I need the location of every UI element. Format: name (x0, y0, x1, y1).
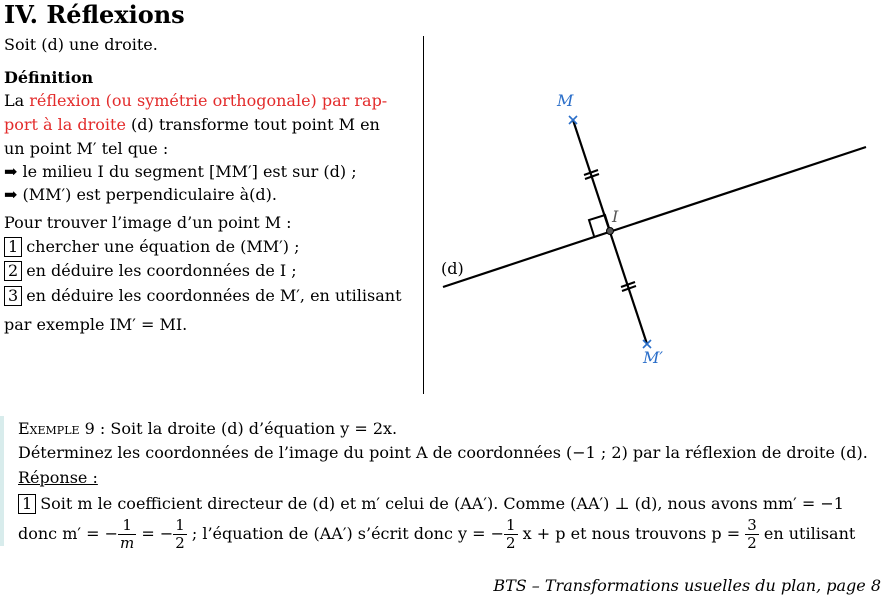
answer-text-2e: en utilisant (758, 524, 856, 543)
frac-num: 1 (175, 516, 185, 534)
point-i (607, 228, 614, 235)
definition-term-cont: port à la droite (4, 115, 126, 134)
definition-heading: Définition (4, 68, 94, 87)
step-text: en déduire les coordonnées de I ; (26, 261, 297, 280)
frac-num: 1 (506, 516, 516, 534)
step-text: chercher une équation de (MM′) ; (26, 237, 300, 256)
frac-den: 2 (747, 534, 757, 552)
answer-line-2 (18, 515, 855, 553)
frac-num: 3 (747, 516, 757, 534)
step-number-box: 1 (4, 237, 22, 257)
frac-num: 1 (118, 517, 136, 535)
answer-text-2b: = − (136, 524, 174, 543)
label-i: I (612, 207, 619, 226)
frac-den: 2 (506, 534, 516, 552)
definition-line-3: un point M′ tel que : (4, 139, 169, 158)
example-heading-line (18, 417, 397, 440)
example-statement: : Soit la droite (d) d’équation y = 2x. (94, 419, 398, 438)
step-number-box: 2 (4, 261, 22, 281)
definition-term: réflexion (ou symétrie orthogonale) par rap- (29, 91, 388, 110)
line-d (443, 147, 866, 287)
answer-step-box: 1 (18, 494, 36, 514)
fraction-1-over-2 (173, 517, 187, 552)
page-footer: BTS – Transformations usuelles du plan, page 8 (493, 576, 881, 595)
example-heading: Exemple 9 (18, 419, 95, 438)
label-m-prime: M′ (643, 348, 664, 367)
step-number-box: 3 (4, 286, 22, 306)
answer-label: Réponse : (18, 468, 98, 487)
fraction-1-over-m (118, 517, 136, 552)
answer-text-2c: ; l’équation de (AA′) s’écrit donc y = − (186, 524, 505, 543)
definition-text-start: La (4, 91, 30, 110)
answer-text-2d: x + p et nous trouvons p = (517, 524, 746, 543)
answer-text-1: Soit m le coefficient directeur de (d) et m′ celui de (AA′). Comme (AA′) ⊥ (d), nous avons mm′ = −1 (40, 494, 844, 513)
label-m: M (557, 91, 574, 110)
definition-bullet-2: ➡ (MM′) est perpendiculaire à(d). (4, 185, 277, 204)
intro-text: Soit (d) une droite. (4, 35, 158, 54)
method-continuation: par exemple IM′ = MI. (4, 315, 188, 334)
fraction-3-over-2 (745, 517, 759, 552)
label-d: (d) (441, 259, 464, 278)
answer-text-2a: donc m′ = − (18, 524, 119, 543)
section-title: IV. Réflexions (4, 0, 185, 29)
definition-bullet-1: ➡ le milieu I du segment [MM′] est sur (d) ; (4, 162, 357, 181)
example-side-bar (0, 416, 4, 546)
definition-text-cont: (d) transforme tout point M en (125, 115, 380, 134)
frac-den: m (120, 534, 135, 552)
method-intro: Pour trouver l’image d’un point M : (4, 213, 292, 232)
step-text: en déduire les coordonnées de M′, en utilisant (26, 286, 402, 305)
example-question: Déterminez les coordonnées de l’image du point A de coordonnées (−1 ; 2) par la réflexion de droite (d). (18, 443, 868, 462)
frac-den: 2 (175, 534, 185, 552)
fraction-1-over-2-b (504, 517, 518, 552)
answer-line-1 (18, 492, 844, 515)
